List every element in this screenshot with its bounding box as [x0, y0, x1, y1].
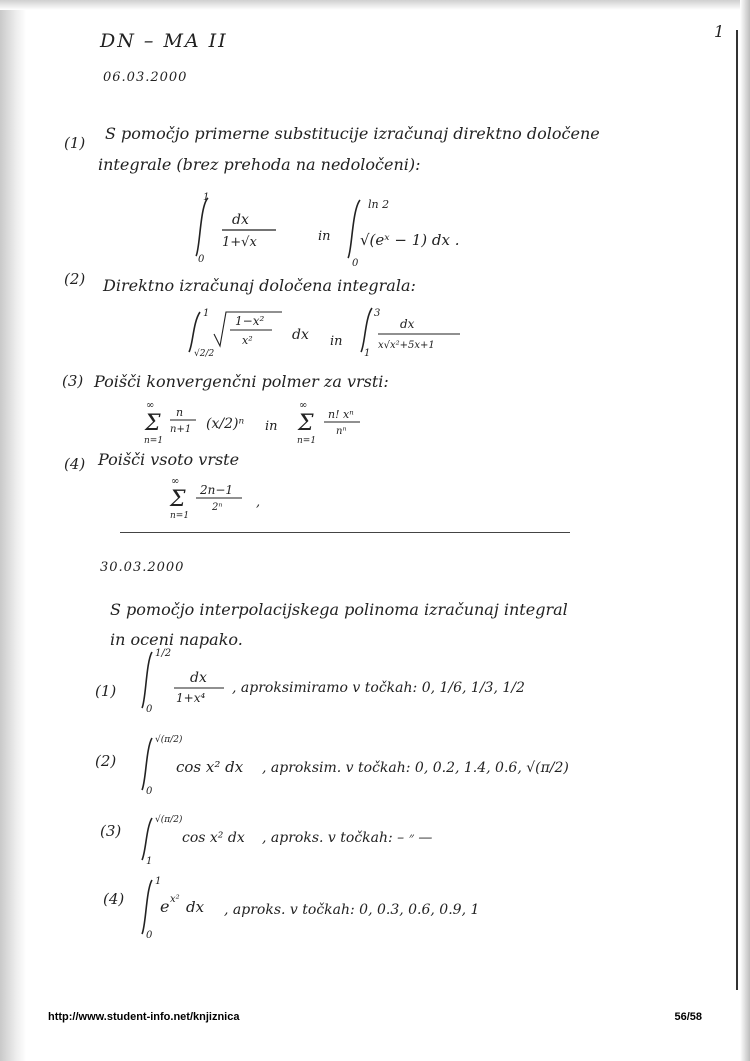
s2-task4-label: (4)	[103, 890, 125, 908]
svg-text:3: 3	[374, 308, 381, 319]
s2-task3-text: , aproks. v točkah: – ״ —	[262, 830, 433, 846]
section1-date: 06.03.2000	[103, 70, 188, 85]
task2-text: Direktno izračunaj določena integrala:	[103, 276, 416, 295]
svg-text:0: 0	[198, 254, 205, 265]
section2-intro2: in oceni napako.	[110, 630, 243, 649]
page-title: DN – MA II	[100, 30, 228, 52]
svg-text:√(π/2): √(π/2)	[155, 735, 183, 745]
svg-text:x√x²+5x+1: x√x²+5x+1	[378, 340, 435, 351]
svg-text:cos x² dx: cos x² dx	[176, 758, 244, 776]
svg-text:0: 0	[146, 704, 153, 715]
svg-text:∞: ∞	[146, 400, 155, 411]
svg-text:n! xⁿ: n! xⁿ	[328, 408, 354, 421]
task4-text: Poišči vsoto vrste	[98, 450, 240, 469]
task1-formula-a	[196, 192, 276, 265]
svg-text:x²: x²	[170, 894, 180, 905]
svg-text:x²: x²	[242, 334, 253, 347]
task1-formula-b	[348, 198, 459, 269]
task3-formula-b	[297, 400, 360, 446]
svg-text:√2/2: √2/2	[194, 349, 215, 359]
task1-text: S pomočjo primerne substitucije izračunaj direktno določene	[105, 124, 600, 143]
svg-text:n=1: n=1	[144, 436, 164, 446]
task2-connector: in	[330, 334, 343, 349]
task2-label: (2)	[64, 270, 86, 288]
svg-text:1−x²: 1−x²	[235, 314, 265, 328]
section2-intro: S pomočjo interpolacijskega polinoma izračunaj integral	[110, 600, 568, 619]
task3-formula-a	[144, 400, 244, 446]
svg-text:n+1: n+1	[170, 424, 192, 435]
svg-text:Σ: Σ	[298, 411, 314, 436]
footer-link[interactable]: http://www.student-info.net/knjiznica	[48, 1011, 240, 1023]
s2-task1-label: (1)	[95, 682, 117, 700]
svg-text:∞: ∞	[299, 400, 308, 411]
svg-text:,: ,	[256, 495, 261, 510]
task1-text2: integrale (brez prehoda na nedoločeni):	[98, 155, 421, 174]
svg-text:dx: dx	[232, 212, 249, 228]
task2-formula-b	[361, 308, 460, 359]
svg-text:dx: dx	[292, 327, 309, 343]
svg-text:2ⁿ: 2ⁿ	[212, 502, 223, 513]
svg-text:ln 2: ln 2	[368, 198, 390, 211]
svg-text:dx: dx	[400, 317, 415, 331]
svg-text:2n−1: 2n−1	[200, 483, 234, 497]
svg-text:(x/2)ⁿ: (x/2)ⁿ	[206, 416, 245, 432]
s2-task2-formula	[142, 734, 244, 797]
svg-text:0: 0	[146, 930, 153, 941]
task3-label: (3)	[62, 372, 84, 390]
section2-date: 30.03.2000	[100, 560, 185, 575]
page-number: 56/58	[674, 1011, 702, 1023]
task1-label: (1)	[64, 134, 86, 152]
task4-label: (4)	[64, 455, 86, 473]
s2-task1-text: , aproksimiramo v točkah: 0, 1/6, 1/3, 1/2	[232, 680, 525, 696]
svg-text:1: 1	[146, 856, 153, 867]
svg-text:nⁿ: nⁿ	[336, 426, 347, 437]
task3-text: Poišči konvergenčni polmer za vrsti:	[94, 372, 389, 391]
svg-text:1+x⁴: 1+x⁴	[176, 691, 206, 705]
svg-text:Σ: Σ	[170, 487, 186, 512]
svg-text:n=1: n=1	[297, 436, 317, 446]
svg-text:1: 1	[203, 192, 210, 203]
svg-text:0: 0	[352, 258, 359, 269]
svg-text:∞: ∞	[171, 476, 180, 487]
s2-task2-label: (2)	[95, 752, 117, 770]
svg-text:1: 1	[364, 348, 371, 359]
svg-text:√(π/2): √(π/2)	[155, 815, 183, 825]
svg-text:e: e	[160, 897, 170, 916]
svg-text:dx: dx	[190, 670, 207, 686]
svg-text:n=1: n=1	[170, 511, 190, 521]
svg-text:1: 1	[155, 876, 162, 887]
task4-formula	[169, 476, 260, 521]
svg-text:dx: dx	[186, 898, 205, 916]
svg-text:1: 1	[203, 308, 210, 319]
svg-text:cos x² dx: cos x² dx	[182, 830, 245, 846]
task1-connector: in	[318, 229, 331, 244]
s2-task2-text: , aproksim. v točkah: 0, 0.2, 1.4, 0.6, √(π/2)	[262, 760, 569, 776]
svg-text:√(eˣ − 1) dx .: √(eˣ − 1) dx .	[360, 231, 460, 249]
svg-text:0: 0	[146, 786, 153, 797]
page-mark: 1	[714, 22, 725, 41]
s2-task4-text: , aproks. v točkah: 0, 0.3, 0.6, 0.9, 1	[224, 902, 480, 918]
s2-task1-formula	[142, 648, 224, 715]
s2-task3-label: (3)	[100, 822, 122, 840]
svg-text:n: n	[176, 406, 184, 419]
s2-task3-formula	[142, 814, 245, 867]
s2-task4-formula	[142, 876, 205, 941]
svg-text:1/2: 1/2	[155, 648, 172, 659]
svg-text:Σ: Σ	[145, 411, 161, 436]
task3-connector: in	[265, 419, 278, 434]
task2-formula-a	[189, 308, 309, 359]
svg-text:1+√x: 1+√x	[222, 235, 257, 250]
